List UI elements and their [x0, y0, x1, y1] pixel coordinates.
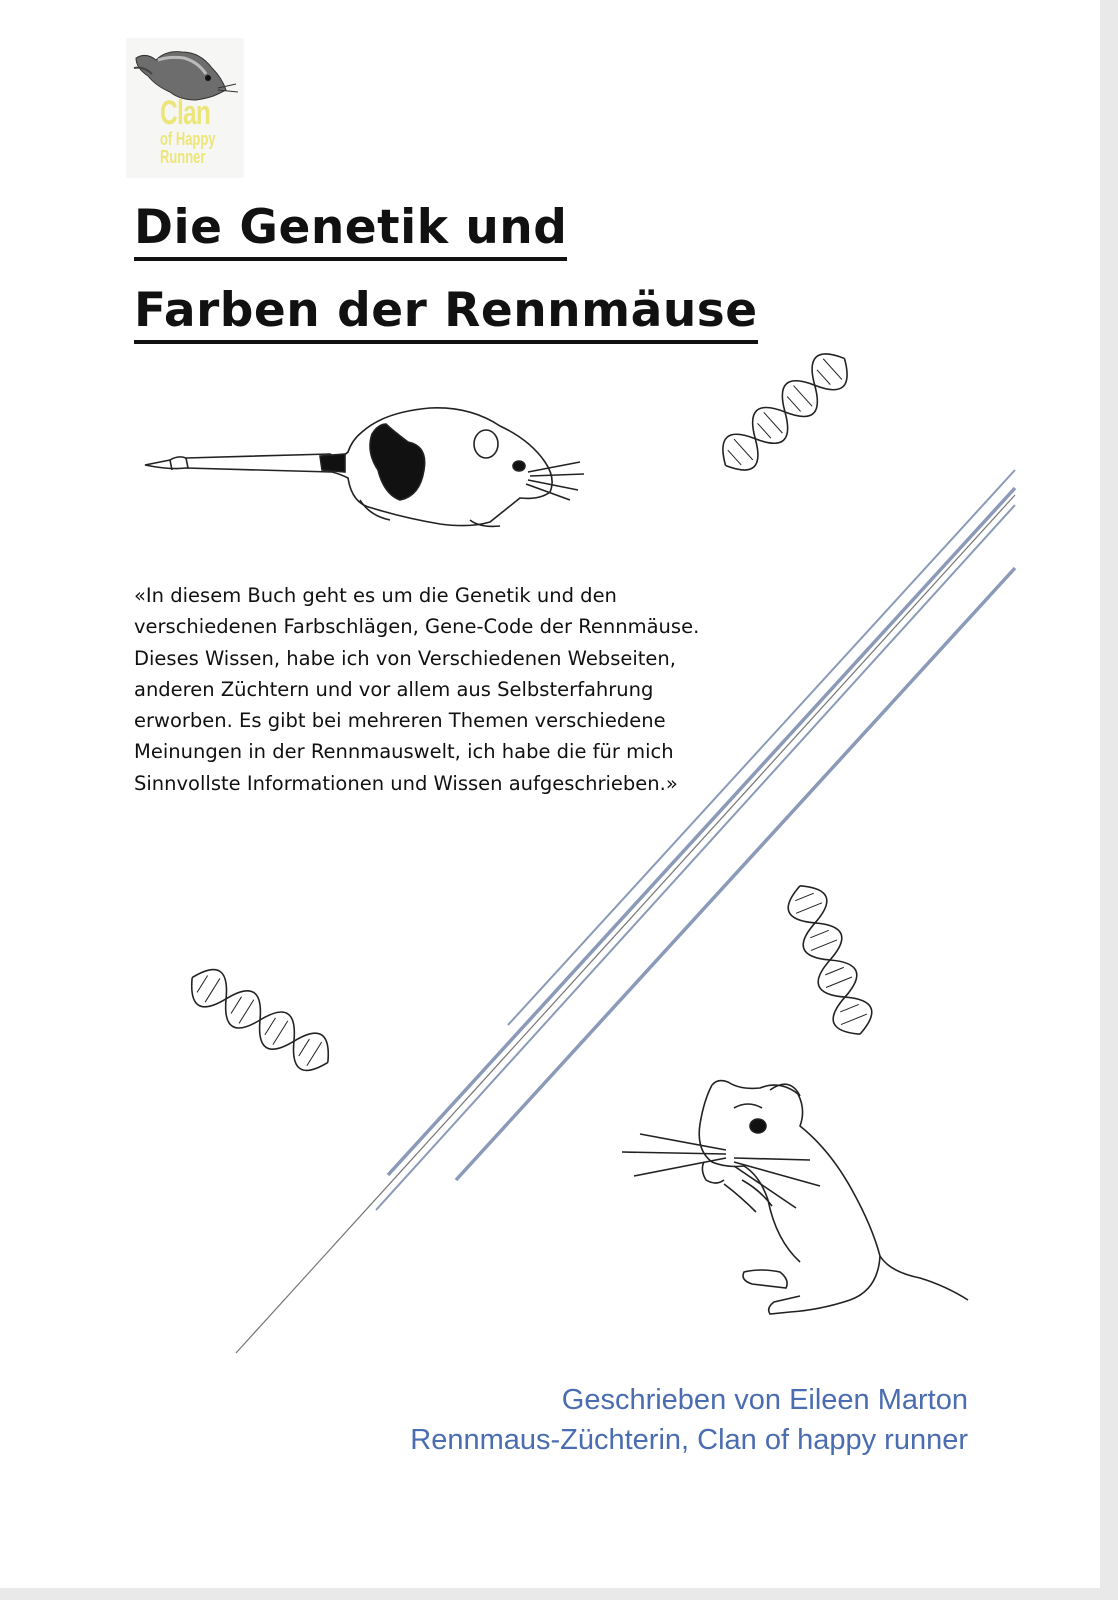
gerbil-side-illustration — [145, 408, 584, 527]
title-line-2: Farben der Rennmäuse — [134, 282, 758, 344]
logo-line-3: Runner — [160, 147, 206, 167]
intro-paragraph-2: Dieses Wissen, habe ich von Verschiedenen Webseiten, anderen Züchtern und vor allem aus Selbsterfahrung erworben. Es gibt bei mehreren Themen verschiedene Meinungen in der Rennmauswelt, ich habe die für mich Sinnvollste Informationen und Wissen aufgeschrieben.» — [134, 646, 678, 795]
author-block — [410, 1380, 968, 1460]
logo-line-2: of Happy — [160, 129, 216, 149]
gerbil-sitting-illustration — [622, 1081, 968, 1314]
dna-helix-icon — [182, 961, 339, 1080]
author-line-1: Geschrieben von Eileen Marton — [561, 1384, 968, 1416]
title-line-1: Die Genetik und — [134, 199, 567, 261]
dna-helix-icon — [781, 878, 878, 1041]
logo-line-1: Clan — [160, 94, 211, 132]
intro-text — [134, 580, 754, 799]
dna-helix-icon — [712, 344, 858, 481]
author-line-2: Rennmaus-Züchterin, Clan of happy runner — [410, 1424, 968, 1456]
intro-paragraph-1: «In diesem Buch geht es um die Genetik und den verschiedenen Farbschlägen, Gene-Code der Rennmäuse. — [134, 584, 700, 639]
